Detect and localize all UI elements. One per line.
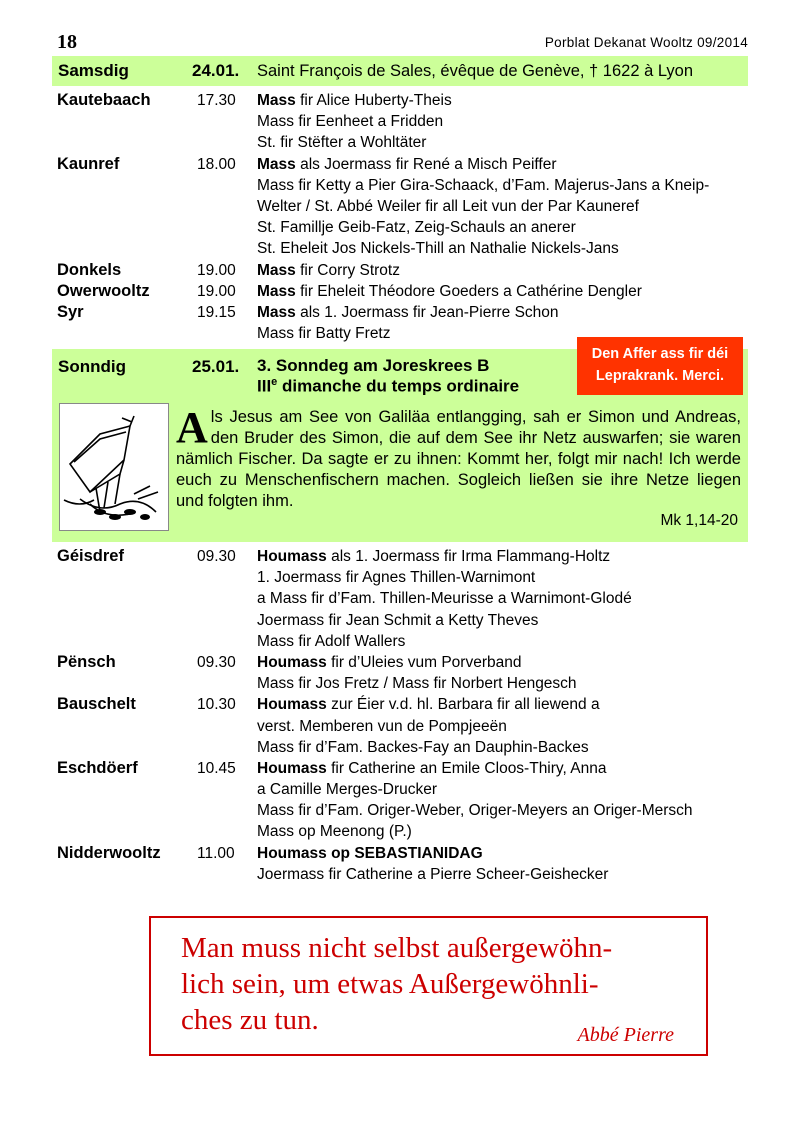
- mass-intention: St. fir Stëfter a Wohltäter: [257, 134, 427, 152]
- schedule-row: [57, 113, 757, 134]
- place-name: Pënsch: [57, 652, 116, 671]
- mass-intention: Houmass zur Éier v.d. hl. Barbara fir all liewend a: [257, 696, 600, 714]
- schedule-row: [57, 177, 757, 198]
- schedule-row: [57, 633, 757, 654]
- mass-intention: Mass fir Adolf Wallers: [257, 632, 406, 650]
- mass-intention: St. Famillje Geib-Fatz, Zeig-Schauls an anerer: [257, 219, 576, 237]
- schedule-row: [57, 156, 757, 177]
- sunday-schedule: [57, 548, 757, 887]
- gospel-reading: [176, 403, 741, 512]
- drop-cap: A: [176, 403, 208, 452]
- saint-of-day: Saint François de Sales, évêque de Genève, † 1622 à Lyon: [257, 62, 694, 80]
- schedule-row: [57, 802, 757, 823]
- offering-line: Leprakrank. Merci.: [595, 368, 725, 384]
- mass-intention: Mass als Joermass fir René a Misch Peiffer: [257, 155, 557, 173]
- saturday-header: [52, 56, 748, 86]
- day-name: Sonndig: [58, 357, 126, 376]
- place-name: Kaunref: [57, 154, 120, 173]
- mass-time: 19.15: [197, 303, 236, 321]
- mass-intention: Houmass fir d’Uleies vum Porverband: [257, 653, 522, 671]
- mass-intention: a Mass fir d’Fam. Thillen-Meurisse a Warnimont-Glodé: [257, 590, 632, 608]
- schedule-row: [57, 548, 757, 569]
- quote-box: [149, 916, 708, 1056]
- mass-intention: Houmass als 1. Joermass fir Irma Flammang-Holtz: [257, 548, 611, 565]
- mass-time: 10.45: [197, 759, 236, 777]
- schedule-row: [57, 675, 757, 696]
- schedule-row: [57, 304, 757, 325]
- mass-intention: 1. Joermass fir Agnes Thillen-Warnimont: [257, 569, 536, 587]
- schedule-row: [57, 739, 757, 760]
- schedule-row: [57, 718, 757, 739]
- schedule-row: [57, 240, 757, 261]
- schedule-row: [57, 612, 757, 633]
- schedule-row: [57, 781, 757, 802]
- mass-time: 18.00: [197, 155, 236, 173]
- mass-time: 09.30: [197, 653, 236, 671]
- gospel-reference: Mk 1,14-20: [660, 512, 738, 529]
- place-name: Bauschelt: [57, 695, 136, 714]
- place-name: Donkels: [57, 260, 122, 279]
- schedule-row: [57, 219, 757, 240]
- schedule-row: [57, 654, 757, 675]
- schedule-row: [57, 845, 757, 866]
- schedule-row: [57, 696, 757, 717]
- mass-intention: Mass fir Alice Huberty-Theis: [257, 92, 452, 109]
- mass-intention: a Camille Merges-Drucker: [257, 781, 438, 799]
- quote-text: Man muss nicht selbst außergewöhn- lich sein, um etwas Außergewöhnli- ches zu tun.: [181, 932, 613, 1036]
- mass-intention: Mass fir d’Fam. Backes-Fay an Dauphin-Backes: [257, 738, 589, 756]
- schedule-row: [57, 283, 757, 304]
- place-name: Syr: [57, 302, 84, 321]
- schedule-row: [57, 823, 757, 844]
- mass-time: 09.30: [197, 548, 236, 565]
- mass-intention: Houmass fir Catherine an Emile Cloos-Thiry, Anna: [257, 759, 607, 777]
- offering-notice: [577, 337, 743, 395]
- liturgy-title-fr: IIIe dimanche du temps ordinaire: [257, 376, 520, 396]
- mass-intention: Mass fir Corry Strotz: [257, 261, 400, 279]
- schedule-row: [57, 866, 757, 887]
- page-number: 18: [57, 31, 77, 53]
- place-name: Owerwooltz: [57, 281, 150, 300]
- schedule-row: [57, 262, 757, 283]
- gospel-text: ls Jesus am See von Galiläa entlangging, sah er Simon und Andreas, den Bruder des Simon, die auf dem See ihr Netz auswarfen; sie waren nämlich Fischer. Da sagte er zu ihnen: Kommt her, folgt mir nach! Ich werde euch zu Menschenfischern machen. Sogleich ließen sie ihre Netze liegen und folgten ihm.: [176, 408, 741, 510]
- running-header: Porblat Dekanat Wooltz 09/2014: [544, 35, 748, 50]
- place-name: Géisdref: [57, 547, 124, 565]
- liturgy-title: 3. Sonndeg am Joreskrees B: [257, 356, 490, 375]
- place-name: Nidderwooltz: [57, 843, 161, 862]
- mass-intention: verst. Memberen vun de Pompjeeën: [257, 717, 507, 735]
- schedule-row: [57, 134, 757, 155]
- place-name: Eschdöerf: [57, 758, 138, 777]
- schedule-row: [57, 569, 757, 590]
- saturday-schedule: [57, 92, 757, 346]
- mass-intention: Mass als 1. Joermass fir Jean-Pierre Schon: [257, 303, 559, 321]
- schedule-row: [57, 590, 757, 611]
- mass-intention: Mass op Meenong (P.): [257, 823, 412, 841]
- quote-author: Abbé Pierre: [577, 1024, 674, 1046]
- mass-intention: Mass fir d’Fam. Origer-Weber, Origer-Meyers an Origer-Mersch: [257, 802, 693, 820]
- mass-time: 19.00: [197, 282, 236, 300]
- mass-intention: Joermass fir Jean Schmit a Ketty Theves: [257, 611, 539, 629]
- day-name: Samsdig: [58, 61, 129, 80]
- mass-intention: Mass fir Batty Fretz: [257, 325, 391, 343]
- schedule-row: [57, 92, 757, 113]
- boat-nets-illustration: [59, 403, 169, 531]
- mass-time: 10.30: [197, 696, 236, 714]
- day-date: 24.01.: [192, 61, 240, 80]
- mass-intention: Welter / St. Abbé Weiler fir all Leit vun der Par Kauneref: [257, 197, 639, 215]
- mass-intention: Mass fir Eheleit Théodore Goeders a Cathérine Dengler: [257, 282, 642, 300]
- mass-intention: Mass fir Ketty a Pier Gira-Schaack, d’Fam. Majerus-Jans a Kneip-: [257, 176, 710, 194]
- place-name: Kautebaach: [57, 91, 151, 109]
- schedule-row: [57, 198, 757, 219]
- mass-intention: St. Eheleit Jos Nickels-Thill an Nathalie Nickels-Jans: [257, 240, 619, 258]
- offering-line: Den Affer ass fir déi: [591, 346, 729, 362]
- mass-intention: Mass fir Jos Fretz / Mass fir Norbert Hengesch: [257, 675, 577, 693]
- mass-time: 19.00: [197, 261, 236, 279]
- mass-intention: Joermass fir Catherine a Pierre Scheer-Geishecker: [257, 865, 609, 883]
- schedule-row: [57, 760, 757, 781]
- mass-intention: Houmass op SEBASTIANIDAG: [257, 844, 483, 862]
- mass-time: 17.30: [197, 92, 236, 109]
- day-date: 25.01.: [192, 357, 240, 376]
- mass-time: 11.00: [197, 844, 235, 862]
- mass-intention: Mass fir Eenheet a Fridden: [257, 113, 444, 131]
